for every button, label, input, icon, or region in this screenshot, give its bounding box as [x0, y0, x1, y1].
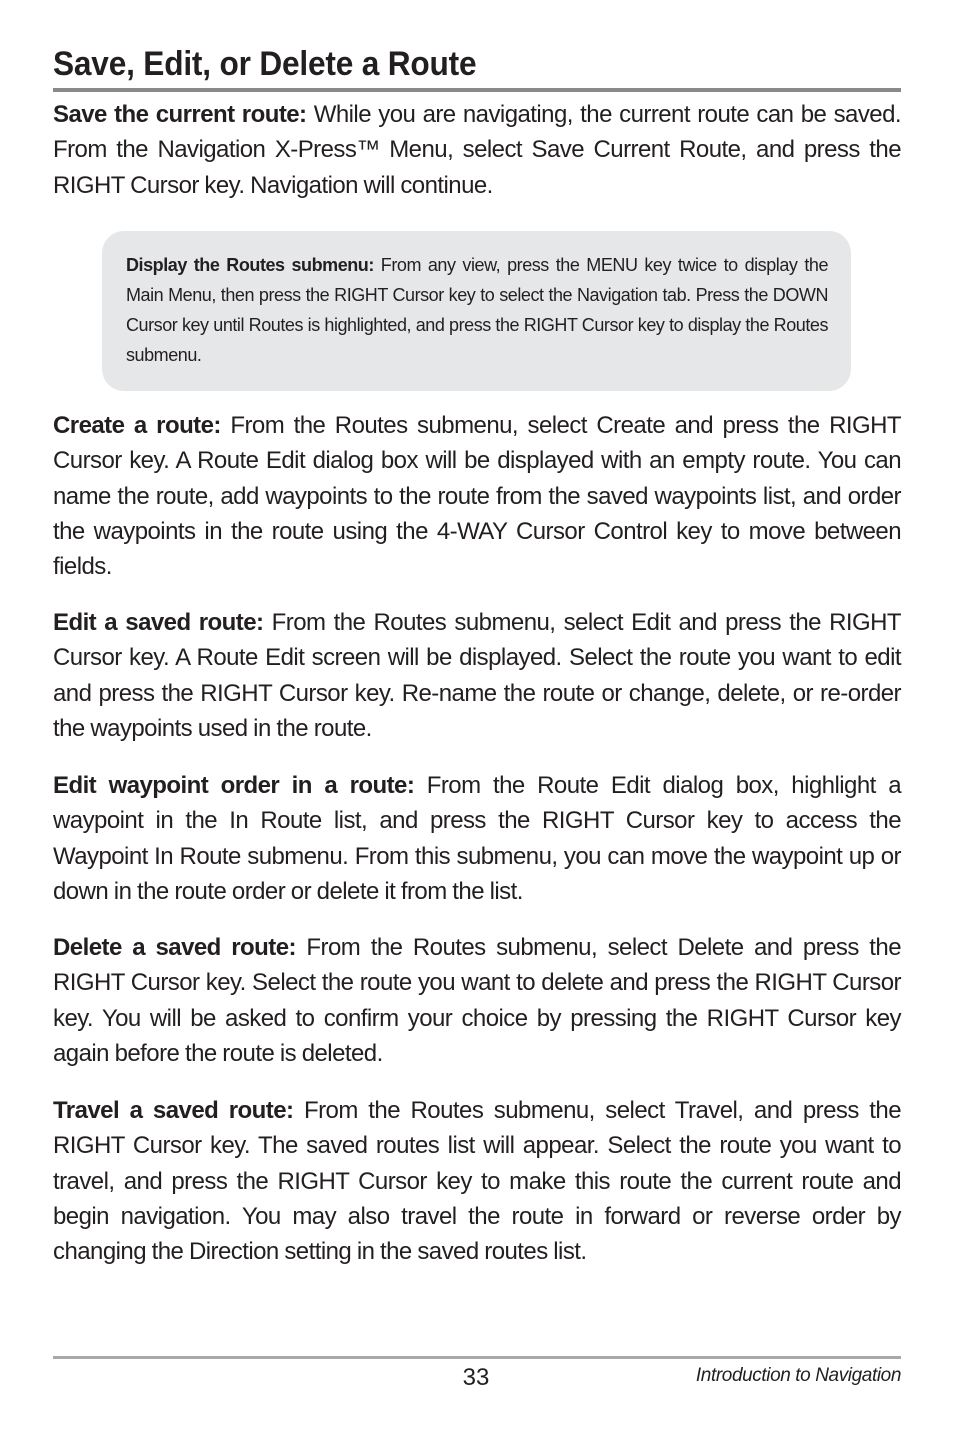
paragraph-delete-saved-route — [53, 930, 901, 1071]
note-body: From any view, press the MENU key twice to display the Main Menu, then press the RIGHT Cursor key to select the Navigation tab. Press the DOWN Cursor key until Routes is highlighted, and press the RIGHT Cursor key to display the Routes submenu. — [126, 255, 829, 365]
page-title: Save, Edit, or Delete a Route — [53, 45, 477, 83]
paragraph-lead: Create a route: — [53, 412, 221, 439]
note-text — [126, 250, 828, 370]
paragraph-body: From the Routes submenu, select Edit and press the RIGHT Cursor key. A Route Edit screen will be displayed. Select the route you want to edit and press the RIGHT Cursor key. Re-name the route or change, delete, or re-order the waypoints used in the route. — [53, 609, 902, 742]
paragraph-create-route — [53, 408, 901, 584]
paragraph-body: While you are navigating, the current route can be saved. From the Navigation X-Press™ Menu, select Save Current Route, and press the RIGHT Cursor key. Navigation will continue. — [53, 101, 901, 199]
page-number: 33 — [462, 1364, 490, 1391]
paragraph-lead: Save the current route: — [53, 101, 307, 128]
paragraph-lead: Edit waypoint order in a route: — [53, 772, 415, 799]
footer-divider — [53, 1356, 901, 1359]
paragraph-edit-waypoint-order — [53, 768, 901, 909]
paragraph-body: From the Route Edit dialog box, highlight a waypoint in the In Route list, and press the RIGHT Cursor key to access the Waypoint In Route submenu. From this submenu, you can move the waypoint up or down in the route order or delete it from the list. — [53, 772, 901, 905]
note-box — [102, 231, 851, 391]
paragraph-body: From the Routes submenu, select Delete and press the RIGHT Cursor key. Select the route you want to delete and press the RIGHT Cursor key. You will be asked to confirm your choice by pressing the RIGHT Cursor key again before the route is deleted. — [53, 934, 901, 1067]
paragraph-body: From the Routes submenu, select Create and press the RIGHT Cursor key. A Route Edit dialog box will be displayed with an empty route. You can name the route, add waypoints to the route from the saved waypoints list, and order the waypoints in the route using the 4-WAY Cursor Control key to move between fields. — [53, 412, 901, 581]
paragraph-lead: Edit a saved route: — [53, 609, 264, 636]
paragraph-body: From the Routes submenu, select Travel, and press the RIGHT Cursor key. The saved routes list will appear. Select the route you want to travel, and press the RIGHT Cursor key to make this route the current route and begin navigation. You may also travel the route in forward or reverse order by changing the Direction setting in the saved routes list. — [53, 1097, 902, 1266]
title-divider — [53, 88, 901, 92]
paragraph-lead: Delete a saved route: — [53, 934, 296, 961]
note-lead: Display the Routes submenu: — [126, 255, 374, 275]
paragraph-lead: Travel a saved route: — [53, 1097, 294, 1124]
paragraph-edit-saved-route — [53, 605, 901, 746]
paragraph-travel-saved-route — [53, 1093, 901, 1269]
footer-section-title: Introduction to Navigation — [695, 1365, 901, 1386]
paragraph-save-current-route — [53, 97, 901, 203]
